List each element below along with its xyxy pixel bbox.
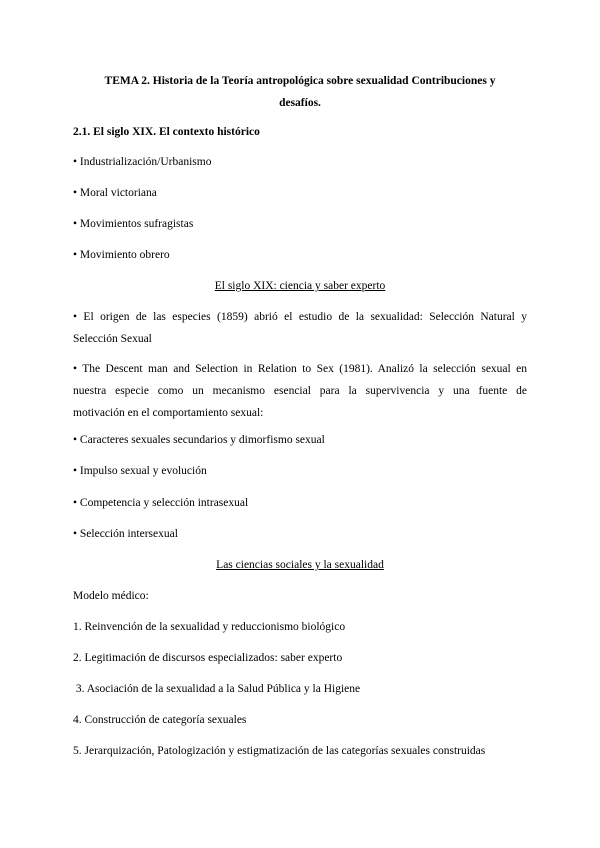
list-item: • Competencia y selección intrasexual (73, 497, 249, 509)
title-line-1: TEMA 2. Historia de la Teoría antropológica sobre sexualidad Contribuciones y (104, 75, 496, 87)
section-heading: 2.1. El siglo XIX. El contexto histórico (73, 126, 260, 138)
list-item: • Industrialización/Urbanismo (73, 156, 212, 168)
title-line-2: desafíos. (279, 97, 321, 109)
paragraph-line: motivación en el comportamiento sexual: (73, 407, 264, 419)
document-title (73, 70, 527, 114)
subheading-social: Las ciencias sociales y la sexualidad (216, 559, 384, 571)
list-item: 4. Construcción de categoría sexuales (73, 714, 247, 726)
list-item: • Selección intersexual (73, 528, 178, 540)
descent-paragraph (73, 358, 527, 424)
list-item: • Caracteres sexuales secundarios y dimorfismo sexual (73, 434, 325, 446)
medical-model-label: Modelo médico: (73, 590, 149, 602)
paragraph-line: • El origen de las especies (1859) abrió el estudio de la sexualidad: Selección Natural y (73, 311, 527, 323)
paragraph-line: • The Descent man and Selection in Relation to Sex (1981). Analizó la selección sexual en (73, 363, 527, 375)
list-item: • Impulso sexual y evolución (73, 465, 207, 477)
list-item: 2. Legitimación de discursos especializados: saber experto (73, 652, 343, 664)
paragraph-line: nuestra especie como un mecanismo esencial para la supervivencia y una fuente de (73, 385, 527, 397)
list-item: 1. Reinvención de la sexualidad y reduccionismo biológico (73, 621, 346, 633)
list-item: • Movimientos sufragistas (73, 218, 194, 230)
list-item: • Movimiento obrero (73, 249, 170, 261)
list-item: 5. Jerarquización, Patologización y estigmatización de las categorías sexuales construidas (73, 745, 486, 757)
origin-paragraph (73, 306, 527, 350)
list-item: 3. Asociación de la sexualidad a la Salud Pública y la Higiene (73, 683, 361, 695)
paragraph-line: Selección Sexual (73, 333, 152, 345)
list-item: • Moral victoriana (73, 187, 157, 199)
subheading-science: El siglo XIX: ciencia y saber experto (214, 280, 386, 292)
